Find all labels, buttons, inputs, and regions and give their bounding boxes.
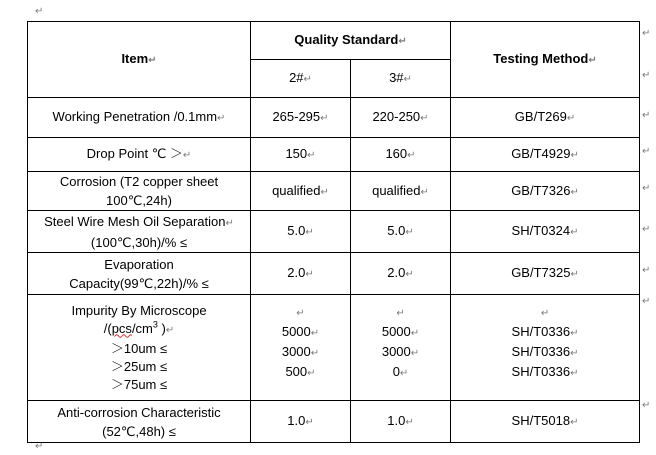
row-end-mark: ↵ xyxy=(642,224,651,235)
table-row xyxy=(28,253,640,295)
row-value-2: qualified↵ xyxy=(251,172,351,211)
row-method: GB/T269↵ xyxy=(451,98,640,138)
row-item: Corrosion (T2 copper sheet 100℃,24h) xyxy=(28,172,251,211)
row-method: GB/T7325↵ xyxy=(451,253,640,295)
quality-standard-header: Quality Standard↵ xyxy=(251,22,451,60)
table-row xyxy=(28,295,640,401)
row-method: GB/T4929↵ xyxy=(451,138,640,172)
header-row-1 xyxy=(28,22,640,60)
grade-2-header: 2#↵ xyxy=(251,60,351,98)
row-value-3: 160↵ xyxy=(351,138,451,172)
row-value-2: ↵ 5000↵ 3000↵ 500↵ xyxy=(251,295,351,401)
grade-3-header: 3#↵ xyxy=(351,60,451,98)
row-end-mark: ↵ xyxy=(642,110,651,121)
row-end-mark: ↵ xyxy=(642,400,651,411)
row-method: ↵ SH/T0336↵ SH/T0336↵ SH/T0336↵ xyxy=(451,295,640,401)
row-end-mark: ↵ xyxy=(642,296,651,307)
testing-method-header: Testing Method↵ xyxy=(451,22,640,98)
row-value-2: 1.0↵ xyxy=(251,401,351,443)
row-item: Drop Point ℃ ＞↵ xyxy=(28,138,251,172)
quality-standard-table xyxy=(27,21,640,443)
row-value-2: 2.0↵ xyxy=(251,253,351,295)
row-value-2: 5.0↵ xyxy=(251,211,351,253)
row-end-mark: ↵ xyxy=(642,183,651,194)
row-method: SH/T5018↵ xyxy=(451,401,640,443)
table-row xyxy=(28,401,640,443)
row-end-mark: ↵ xyxy=(642,70,651,81)
row-end-mark: ↵ xyxy=(642,265,651,276)
row-end-marks xyxy=(642,0,656,455)
paragraph-mark-top: ↵ xyxy=(35,6,44,17)
table-row xyxy=(28,172,640,211)
paragraph-mark-bottom: ↵ xyxy=(35,441,44,452)
row-item: Working Penetration /0.1mm↵ xyxy=(28,98,251,138)
row-value-2: 150↵ xyxy=(251,138,351,172)
row-value-3: 5.0↵ xyxy=(351,211,451,253)
row-value-3: ↵ 5000↵ 3000↵ 0↵ xyxy=(351,295,451,401)
item-header: Item↵ xyxy=(28,22,251,98)
row-item: Steel Wire Mesh Oil Separation↵ (100℃,30h)/% ≤ xyxy=(28,211,251,253)
table-row xyxy=(28,98,640,138)
row-method: SH/T0324↵ xyxy=(451,211,640,253)
row-item: Impurity By Microscope $/(pcs/cm^3$ )↵ ＞10um ≤ ＞25um ≤ ＞75um ≤ xyxy=(28,295,251,401)
row-end-mark: ↵ xyxy=(642,28,651,39)
table-row xyxy=(28,138,640,172)
row-value-3: 2.0↵ xyxy=(351,253,451,295)
row-end-mark: ↵ xyxy=(642,146,651,157)
row-item: Anti-corrosion Characteristic (52℃,48h) ≤ xyxy=(28,401,251,443)
row-value-3: 220-250↵ xyxy=(351,98,451,138)
row-item: Evaporation Capacity(99℃,22h)/% ≤ xyxy=(28,253,251,295)
row-method: GB/T7326↵ xyxy=(451,172,640,211)
table-row xyxy=(28,211,640,253)
row-value-2: 265-295↵ xyxy=(251,98,351,138)
row-value-3: qualified↵ xyxy=(351,172,451,211)
row-value-3: 1.0↵ xyxy=(351,401,451,443)
